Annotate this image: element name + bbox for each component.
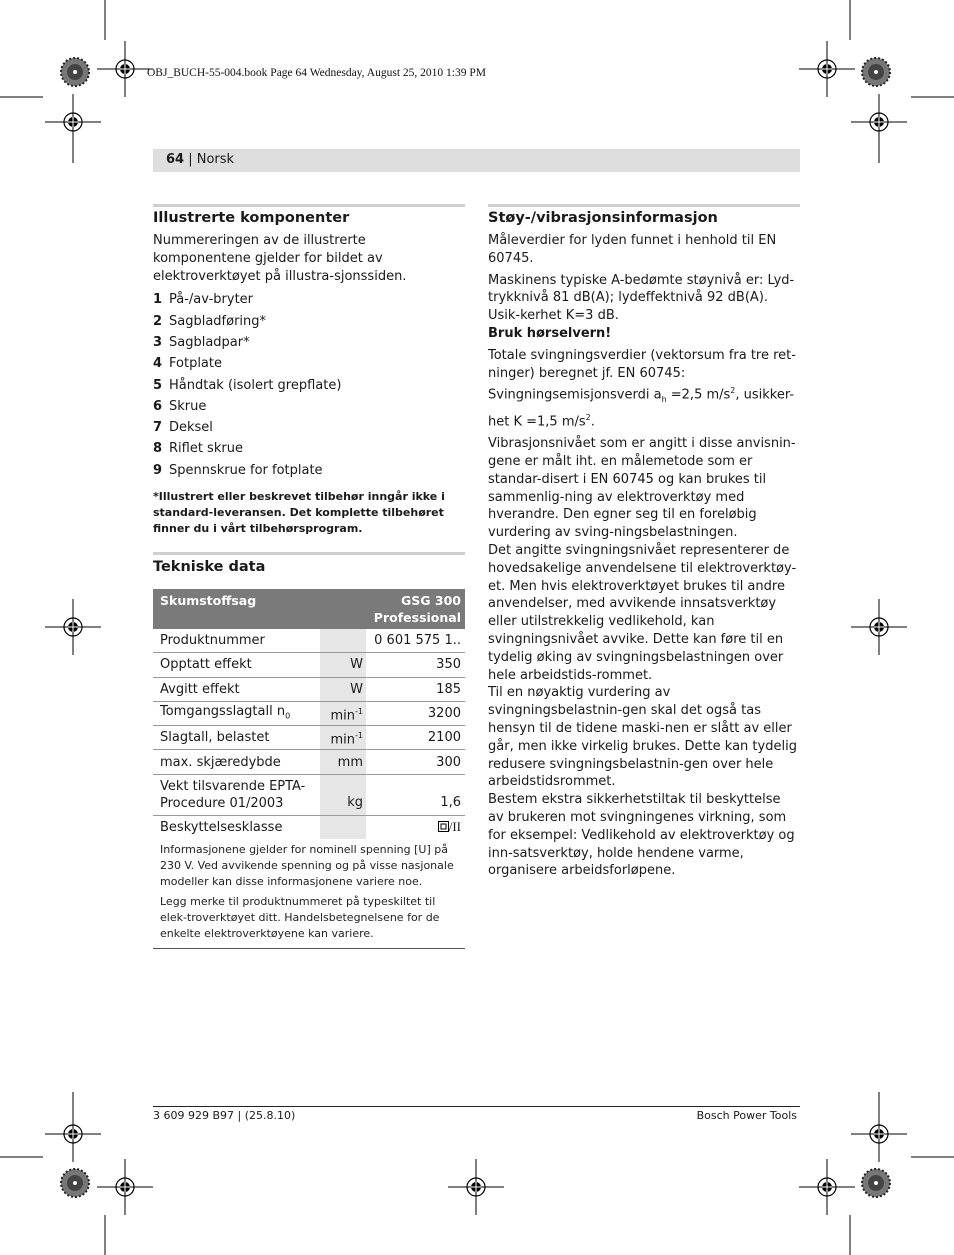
list-item: 6 Skrue <box>153 398 207 414</box>
right-column <box>488 204 800 880</box>
paragraph: Det angitte svingningsnivået representerer de hovedsakelige anvendelsene til elektroverktøy-et. Men hvis elektroverktøyet brukes til andre anvendelser, med avvikende innsatsverktøy eller utilstrekkelig vedlikehold, kan svingningsnivået avvike. Dette kan føre til en tydelig øking av svingningsbelastningen over hele arbeidstids-rommet. <box>488 543 797 683</box>
footer-brand: Bosch Power Tools <box>696 1109 797 1122</box>
list-item: 9 Spennskrue for fotplate <box>153 462 323 478</box>
page-header <box>153 149 800 172</box>
hearing-protection-note: Bruk hørselvern! <box>488 325 612 341</box>
table-header-row <box>153 589 465 629</box>
table-row: Opptatt effekt W 350 <box>153 653 465 677</box>
table-row: Beskyttelsesklasse /II <box>153 815 465 839</box>
table-row: Vekt tilsvarende EPTA- Procedure 01/2003 kg 1,6 <box>153 774 465 815</box>
tech-table <box>153 589 465 839</box>
paragraph: Bestem ekstra sikkerhetstiltak til beskyttelse av brukeren mot svingningenes virkning, som for eksempel: Vedlikehold av elektroverktøy og inn-satsverktøy, holde hendene varme, organisere arbeidsforløpene. <box>488 792 795 879</box>
book-info-line: OBJ_BUCH-55-004.book Page 64 Wednesday, August 25, 2010 1:39 PM <box>147 67 486 79</box>
components-list <box>153 289 465 481</box>
table-row: Slagtall, belastet $\min^{-1}$ 2100 <box>153 726 465 750</box>
table-row: Avgitt effekt W 185 <box>153 677 465 701</box>
tech-title: Tekniske data <box>153 559 266 575</box>
header-separator: | <box>184 152 197 167</box>
components-intro: Nummereringen av de illustrerte komponentene gjelder for bildet av elektroverktøyet på illustra-sjonssiden. <box>153 233 407 284</box>
paragraph: Totale svingningsverdier (vektorsum fra tre ret-ninger) beregnet jf. EN 60745: Svingningsemisjonsverdi $a_h =2,5$ $m/s^2$, usikker-het K =1,5 $m/s^2$. <box>488 347 796 430</box>
table-notes <box>153 839 465 949</box>
list-item: 4 Fotplate <box>153 356 222 372</box>
components-title: Illustrerte komponenter <box>153 210 350 226</box>
header-language: Norsk <box>196 152 235 167</box>
protection-class-icon <box>438 821 449 832</box>
table-header-model: GSG 300 Professional <box>366 589 465 629</box>
list-item: 3 Sagbladpar* <box>153 334 250 350</box>
section-rule <box>153 552 465 555</box>
list-item: 8 Riflet skrue <box>153 441 243 457</box>
page-number: 64 <box>166 152 185 167</box>
footer-doc-number: 3 609 929 B97 | (25.8.10) <box>153 1109 296 1122</box>
table-note: Legg merke til produktnummeret på typeskiltet til elek-troverktøyet ditt. Handelsbetegnelsene for de enkelte elektroverktøyene kan variere. <box>160 895 440 941</box>
table-note: Informasjonene gjelder for nominell spenning [U] på 230 V. Ved avvikende spenning og på visse nasjonale modeller kan disse informasjonene variere noe. <box>160 843 454 889</box>
table-row: max. skjæredybde mm 300 <box>153 750 465 774</box>
list-item: 1 På-/av-bryter <box>153 292 254 308</box>
table-row: Produktnummer 0 601 575 1.. <box>153 629 465 653</box>
paragraph: Til en nøyaktig vurdering av svingningsbelastnin-gen skal det også tas hensyn til de tidene maski-nen er slått av eller går, men ikke virkelig brukes. Dette kan tydelig redusere svingningsbelastnin-gen over hele arbeidstidsrommet. <box>488 685 797 790</box>
table-header-product: Skumstoffsag <box>153 589 366 629</box>
paragraph: Maskinens typiske A-bedømte støynivå er: Lyd-trykknivå 81 dB(A); lydeffektnivå 92 dB(A). Usik-kerhet K=3 dB. <box>488 272 795 324</box>
list-item: 5 Håndtak (isolert grepflate) <box>153 377 342 393</box>
paragraph: Måleverdier for lyden funnet i henhold til EN 60745. <box>488 233 777 266</box>
section-rule <box>153 204 465 207</box>
list-item: 7 Deksel <box>153 420 213 436</box>
paragraph: Vibrasjonsnivået som er angitt i disse anvisnin-gene er målt iht. en målemetode som er standar-disert i EN 60745 og kan brukes til sammenlig-ning av elektroverktøy med hverandre. Den egner seg til en foreløbig vurdering av sving-ningsbelastningen. <box>488 436 796 541</box>
accessory-note: *Illustrert eller beskrevet tilbehør inngår ikke i standard-leveransen. Det komplette tilbehøret finner du i vårt tilbehørsprogram. <box>153 490 445 536</box>
table-row: Tomgangsslagtall $n_0$ $\min^{-1}$ 3200 <box>153 701 465 725</box>
tech-section <box>153 552 465 949</box>
footer-rule <box>153 1106 800 1107</box>
list-item: 2 Sagbladføring* <box>153 313 267 329</box>
noise-title: Støy-/vibrasjonsinformasjon <box>488 210 718 226</box>
section-rule <box>488 204 800 207</box>
left-column <box>153 204 465 537</box>
